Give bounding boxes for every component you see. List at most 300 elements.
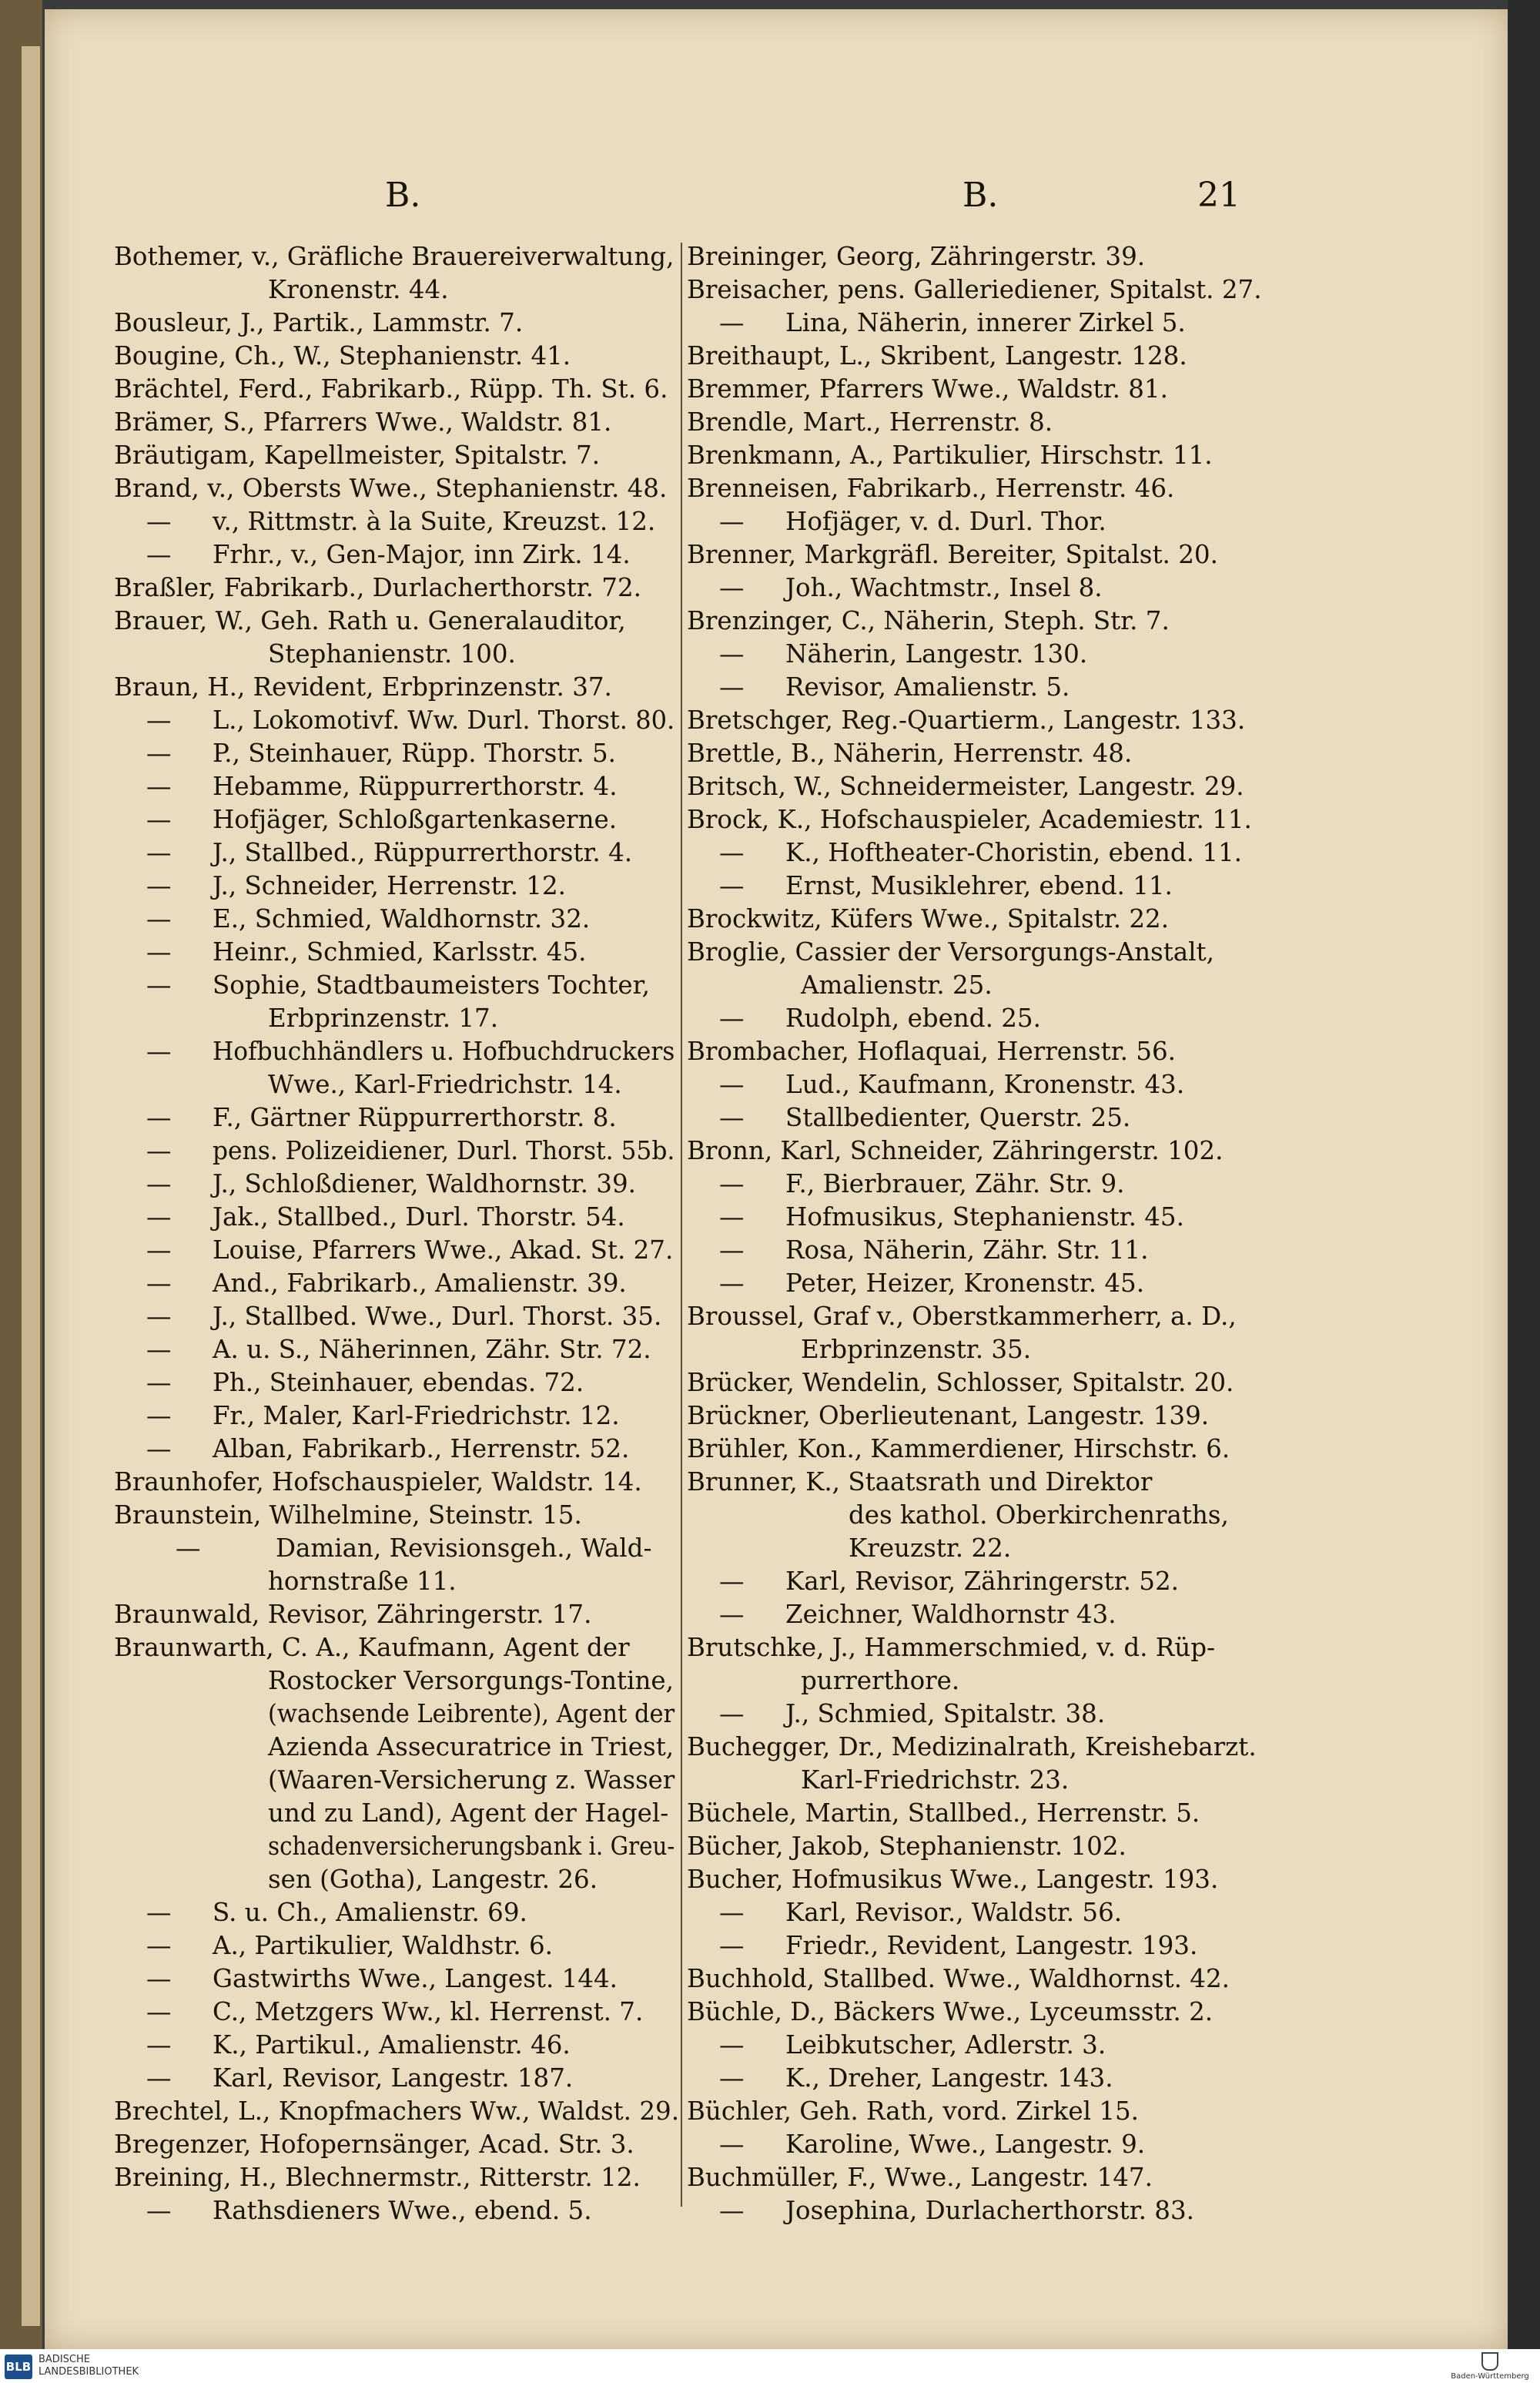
entry-line [687, 870, 1250, 903]
entry-line [114, 704, 675, 737]
entry-text: v., Rittmstr. à la Suite, Kreuzst. 12. [213, 507, 656, 536]
ditto-dash: — [146, 2196, 172, 2225]
running-head-left: B. [385, 176, 421, 215]
ditto-dash: — [719, 2196, 745, 2225]
ditto-dash: — [146, 739, 172, 768]
entry-text: Braunhofer, Hofschauspieler, Waldstr. 14. [114, 1467, 642, 1496]
entry-text: Broussel, Graf v., Oberstkammerherr, a. D., [687, 1302, 1237, 1331]
entry-text: Zeichner, Waldhornstr 43. [785, 1600, 1116, 1629]
entry-line [114, 1267, 675, 1300]
entry-text: Buchhold, Stallbed. Wwe., Waldhornst. 42. [687, 1964, 1230, 1993]
ditto-dash: — [146, 1269, 172, 1298]
entry-line [687, 1532, 1250, 1565]
ditto-dash: — [719, 308, 745, 337]
entry-line [114, 1002, 675, 1035]
entry-line [687, 1962, 1250, 1996]
entry-line [114, 770, 675, 803]
entry-line [114, 571, 675, 605]
entry-text: Büchele, Martin, Stallbed., Herrenstr. 5. [687, 1798, 1200, 1828]
entry-line [114, 1499, 675, 1532]
entry-text: C., Metzgers Ww., kl. Herrenst. 7. [213, 1997, 644, 2026]
entry-text: Friedr., Revident, Langestr. 193. [785, 1931, 1198, 1960]
entry-text: Brächtel, Ferd., Fabrikarb., Rüpp. Th. St. 6. [114, 374, 668, 404]
entry-text: purrerthore. [801, 1666, 960, 1695]
entry-line [687, 406, 1250, 439]
entry-line [687, 1896, 1250, 1929]
ditto-dash: — [719, 639, 745, 669]
entry-line [687, 903, 1250, 936]
column-divider [681, 243, 682, 2207]
entry-text: und zu Land), Agent der Hagel- [268, 1798, 669, 1828]
entry-line [687, 1366, 1250, 1399]
ditto-dash: — [146, 1302, 172, 1331]
library-name [38, 2354, 239, 2378]
entry-text: J., Schloßdiener, Waldhornstr. 39. [213, 1169, 636, 1198]
entry-text: Erbprinzenstr. 17. [268, 1004, 499, 1033]
binding-edge [22, 46, 40, 2326]
entry-line [687, 1929, 1250, 1962]
entry-text: J., Stallbed. Wwe., Durl. Thorst. 35. [213, 1302, 662, 1331]
entry-text: pens. Polizeidiener, Durl. Thorst. 55b. [213, 1136, 675, 1165]
entry-text: Kreuzstr. 22. [849, 1533, 1012, 1563]
entry-line [687, 439, 1250, 472]
ditto-dash: — [719, 1070, 745, 1099]
entry-line [114, 1565, 675, 1598]
entry-line [687, 273, 1262, 307]
entry-line [114, 1466, 675, 1499]
ditto-dash: — [719, 1103, 745, 1132]
entry-line [114, 1797, 675, 1830]
right-column [687, 240, 1262, 2227]
entry-text: A. u. S., Näherinnen, Zähr. Str. 72. [213, 1335, 651, 1364]
entry-text: Breisacher, pens. Galleriediener, Spitalst. 27. [687, 275, 1262, 304]
entry-line [114, 1433, 675, 1466]
ditto-dash: — [146, 1434, 172, 1463]
entry-text: hornstraße 11. [268, 1567, 457, 1596]
entry-text: Ernst, Musiklehrer, ebend. 11. [785, 871, 1173, 900]
entry-text: Büchle, D., Bäckers Wwe., Lyceumsstr. 2. [687, 1997, 1214, 2026]
entry-line [687, 373, 1250, 406]
entry-text: Brenzinger, C., Näherin, Steph. Str. 7. [687, 606, 1170, 635]
entry-line [687, 1863, 1250, 1896]
ditto-dash: — [146, 937, 172, 967]
entry-line [114, 1929, 675, 1962]
entry-line [687, 2194, 1250, 2227]
entry-text: Brühler, Kon., Kammerdiener, Hirschstr. 6. [687, 1434, 1230, 1463]
entry-line [114, 737, 675, 770]
entry-text: Breithaupt, L., Skribent, Langestr. 128. [687, 341, 1187, 370]
entry-line [114, 1962, 675, 1996]
entry-line [687, 1399, 1250, 1433]
entry-line [687, 1466, 1250, 1499]
entry-line [687, 1267, 1250, 1300]
ditto-dash: — [146, 970, 172, 1000]
entry-line [687, 1996, 1250, 2029]
entry-text: Brettle, B., Näherin, Herrenstr. 48. [687, 739, 1133, 768]
entry-text: Brenkmann, A., Partikulier, Hirschstr. 11. [687, 441, 1213, 470]
entry-text: Leibkutscher, Adlerstr. 3. [785, 2030, 1106, 2060]
entry-line [687, 2128, 1250, 2161]
entry-text: schadenversicherungsbank i. Greu- [268, 1832, 675, 1861]
entry-text: Bousleur, J., Partik., Lammstr. 7. [114, 308, 524, 337]
state-mark [1448, 2352, 1532, 2381]
ditto-dash: — [146, 507, 172, 536]
state-mark-text: Baden-Württemberg [1451, 2372, 1529, 2381]
entry-line [114, 671, 675, 704]
entry-line [687, 472, 1250, 505]
entry-text: Britsch, W., Schneidermeister, Langestr. 29. [687, 772, 1244, 801]
entry-text: Breininger, Georg, Zähringerstr. 39. [687, 242, 1146, 271]
ditto-dash: — [719, 838, 745, 867]
entry-line [114, 1631, 675, 1664]
entry-line [114, 1996, 675, 2029]
entry-text: Braßler, Fabrikarb., Durlacherthorstr. 72. [114, 573, 641, 602]
blb-logo-icon: BLB [5, 2355, 32, 2379]
entry-line [687, 836, 1250, 870]
entry-text: (Waaren-Versicherung z. Wasser [268, 1765, 675, 1795]
entry-text: Fr., Maler, Karl-Friedrichstr. 12. [213, 1401, 620, 1430]
ditto-dash: — [146, 904, 172, 933]
ditto-dash: — [719, 1931, 745, 1960]
entry-text: Braunwald, Revisor, Zähringerstr. 17. [114, 1600, 592, 1629]
entry-line [114, 1731, 675, 1764]
ditto-dash: — [719, 1269, 745, 1298]
ditto-dash: — [719, 1699, 745, 1728]
entry-text: (wachsende Leibrente), Agent der [268, 1699, 675, 1728]
entry-text: Bougine, Ch., W., Stephanienstr. 41. [114, 341, 571, 370]
entry-text: Hofbuchhändlers u. Hofbuchdruckers [213, 1037, 675, 1066]
entry-line [114, 2029, 675, 2062]
ditto-dash: — [146, 1964, 172, 1993]
entry-line [114, 2161, 675, 2194]
entry-line [687, 638, 1250, 671]
ditto-dash: — [146, 1997, 172, 2026]
ditto-dash: — [146, 1898, 172, 1927]
ditto-dash: — [719, 1567, 745, 1596]
ditto-dash: — [146, 1401, 172, 1430]
entry-line [687, 240, 1250, 273]
entry-text: L., Lokomotivf. Ww. Durl. Thorst. 80. [213, 706, 675, 735]
entry-line [687, 704, 1250, 737]
entry-text: Brockwitz, Küfers Wwe., Spitalstr. 22. [687, 904, 1170, 933]
running-head-right: B. [962, 176, 999, 215]
entry-line [687, 1764, 1250, 1797]
entry-text: Rosa, Näherin, Zähr. Str. 11. [785, 1235, 1149, 1265]
entry-text: S. u. Ch., Amalienstr. 69. [213, 1898, 527, 1927]
entry-text: Karl, Revisor, Langestr. 187. [213, 2063, 574, 2093]
ditto-dash: — [146, 1169, 172, 1198]
entry-text: Brenneisen, Fabrikarb., Herrenstr. 46. [687, 474, 1175, 503]
entry-text: Büchler, Geh. Rath, vord. Zirkel 15. [687, 2096, 1140, 2126]
entry-line [687, 571, 1250, 605]
entry-text: Peter, Heizer, Kronenstr. 45. [785, 1269, 1145, 1298]
entry-text: Heinr., Schmied, Karlsstr. 45. [213, 937, 587, 967]
entry-text: Karoline, Wwe., Langestr. 9. [785, 2130, 1146, 2159]
entry-text: Braunstein, Wilhelmine, Steinstr. 15. [114, 1500, 582, 1530]
entry-line [114, 870, 675, 903]
entry-text: Brendle, Mart., Herrenstr. 8. [687, 407, 1053, 437]
ditto-dash: — [146, 1037, 172, 1066]
entry-line [687, 1830, 1250, 1863]
entry-text: Joh., Wachtmstr., Insel 8. [785, 573, 1103, 602]
entry-line [687, 2161, 1250, 2194]
entry-line [114, 406, 675, 439]
entry-line [687, 2029, 1250, 2062]
ditto-dash: — [146, 706, 172, 735]
entry-line [114, 1068, 675, 1101]
entry-text: Brücker, Wendelin, Schlosser, Spitalstr. 20. [687, 1368, 1234, 1397]
ditto-dash: — [719, 871, 745, 900]
ditto-dash: — [719, 1235, 745, 1265]
entry-line [114, 2194, 675, 2227]
entry-line [114, 903, 675, 936]
entry-line [114, 1135, 675, 1168]
entry-line [114, 803, 675, 836]
ditto-dash: — [719, 2063, 745, 2093]
entry-text: Braunwarth, C. A., Kaufmann, Agent der [114, 1633, 630, 1662]
entry-line [687, 969, 1250, 1002]
entry-text: Karl, Revisor, Zähringerstr. 52. [785, 1567, 1179, 1596]
page-number: 21 [1197, 176, 1240, 215]
ditto-dash: — [719, 2130, 745, 2159]
entry-line [687, 803, 1250, 836]
entry-text: Hofjäger, v. d. Durl. Thor. [785, 507, 1106, 536]
ditto-dash: — [146, 540, 172, 569]
entry-line [687, 1664, 1250, 1698]
entry-line [687, 1234, 1250, 1267]
scan-background [1508, 0, 1540, 2383]
ditto-dash: — [719, 573, 745, 602]
entry-text: Lina, Näherin, innerer Zirkel 5. [785, 308, 1186, 337]
entry-line [114, 538, 675, 571]
ditto-dash: — [146, 1931, 172, 1960]
entry-line [687, 936, 1250, 969]
entry-text: Brechtel, L., Knopfmachers Ww., Waldst. 29. [114, 2096, 680, 2126]
entry-text: Brand, v., Obersts Wwe., Stephanienstr. 48. [114, 474, 668, 503]
entry-text: Sophie, Stadtbaumeisters Tochter, [213, 970, 650, 1000]
entry-text: Bregenzer, Hofopernsänger, Acad. Str. 3. [114, 2130, 634, 2159]
entry-text: Azienda Assecuratrice in Triest, [268, 1732, 675, 1761]
entry-text: Näherin, Langestr. 130. [785, 639, 1088, 669]
ditto-dash: — [719, 1169, 745, 1198]
entry-text: K., Dreher, Langestr. 143. [785, 2063, 1113, 2093]
ditto-dash: — [146, 838, 172, 867]
entry-line [687, 1433, 1250, 1466]
entry-text: Amalienstr. 25. [801, 970, 993, 1000]
entry-text: Hebamme, Rüppurrerthorstr. 4. [213, 772, 618, 801]
entry-line [114, 472, 675, 505]
entry-line [687, 1698, 1250, 1731]
entry-text: Rudolph, ebend. 25. [785, 1004, 1041, 1033]
entry-text: Erbprinzenstr. 35. [801, 1335, 1032, 1364]
ditto-dash: — [719, 672, 745, 702]
entry-line [114, 1168, 675, 1201]
entry-line [687, 1201, 1250, 1234]
entry-line [687, 605, 1250, 638]
entry-line [687, 1101, 1250, 1135]
entry-line [114, 1896, 675, 1929]
entry-line [687, 1499, 1250, 1532]
entry-text: sen (Gotha), Langestr. 26. [268, 1865, 598, 1894]
entry-text: Rathsdieners Wwe., ebend. 5. [213, 2196, 592, 2225]
entry-text: Brombacher, Hoflaquai, Herrenstr. 56. [687, 1037, 1176, 1066]
ditto-dash: — [146, 1202, 172, 1232]
entry-line [114, 1300, 675, 1333]
entry-line [114, 638, 675, 671]
entry-line [114, 2062, 675, 2095]
entry-line [687, 1731, 1257, 1764]
entry-line [687, 1002, 1250, 1035]
entry-line [114, 1764, 675, 1797]
entry-line [114, 240, 675, 273]
entry-line [114, 1035, 675, 1068]
entry-line [114, 373, 675, 406]
entry-text: Rostocker Versorgungs-Tontine, [268, 1666, 674, 1695]
entry-text: Bräutigam, Kapellmeister, Spitalstr. 7. [114, 441, 601, 470]
ditto-dash: — [176, 1533, 201, 1563]
entry-line [687, 1135, 1250, 1168]
entry-line [114, 505, 675, 538]
ditto-dash: — [146, 1103, 172, 1132]
entry-text: Ph., Steinhauer, ebendas. 72. [213, 1368, 584, 1397]
ditto-dash: — [719, 1600, 745, 1629]
entry-text: J., Schmied, Spitalstr. 38. [785, 1699, 1106, 1728]
ditto-dash: — [719, 1004, 745, 1033]
entry-text: Broglie, Cassier der Versorgungs-Anstalt, [687, 937, 1214, 967]
entry-text: Bretschger, Reg.-Quartierm., Langestr. 133. [687, 706, 1246, 735]
entry-line [687, 770, 1250, 803]
entry-line [687, 1565, 1250, 1598]
entry-text: Breining, H., Blechnermstr., Ritterstr. 12. [114, 2163, 641, 2192]
ditto-dash: — [146, 772, 172, 801]
ditto-dash: — [719, 1202, 745, 1232]
ditto-dash: — [719, 2030, 745, 2060]
entry-text: Hofmusikus, Stephanienstr. 45. [785, 1202, 1184, 1232]
entry-text: Louise, Pfarrers Wwe., Akad. St. 27. [213, 1235, 674, 1265]
ditto-dash: — [719, 1898, 745, 1927]
entry-line [114, 1101, 675, 1135]
entry-text: E., Schmied, Waldhornstr. 32. [213, 904, 591, 933]
entry-text: Revisor, Amalienstr. 5. [785, 672, 1070, 702]
entry-text: Brämer, S., Pfarrers Wwe., Waldstr. 81. [114, 407, 612, 437]
entry-line [114, 1234, 675, 1267]
entry-line [114, 1333, 675, 1366]
entry-text: Alban, Fabrikarb., Herrenstr. 52. [213, 1434, 630, 1463]
entry-line [114, 969, 675, 1002]
entry-text: F., Gärtner Rüppurrerthorstr. 8. [213, 1103, 617, 1132]
entry-line [114, 1598, 675, 1631]
entry-line [687, 1333, 1250, 1366]
entry-text: Brutschke, J., Hammerschmied, v. d. Rüp- [687, 1633, 1215, 1662]
ditto-dash: — [146, 2063, 172, 2093]
entry-text: Jak., Stallbed., Durl. Thorstr. 54. [213, 1202, 625, 1232]
entry-text: Brauer, W., Geh. Rath u. Generalauditor, [114, 606, 626, 635]
entry-text: F., Bierbrauer, Zähr. Str. 9. [785, 1169, 1125, 1198]
entry-line [114, 1698, 675, 1731]
entry-text: Hofjäger, Schloßgartenkaserne. [213, 805, 618, 834]
ditto-dash: — [146, 1235, 172, 1265]
entry-text: Bronn, Karl, Schneider, Zähringerstr. 102. [687, 1136, 1224, 1165]
entry-text: Brunner, K., Staatsrath und Direktor [687, 1467, 1153, 1496]
entry-text: Stephanienstr. 100. [268, 639, 516, 669]
ditto-dash: — [146, 2030, 172, 2060]
entry-line [114, 605, 675, 638]
entry-text: K., Partikul., Amalienstr. 46. [213, 2030, 571, 2060]
entry-line [687, 307, 1250, 340]
entry-line [114, 1863, 675, 1896]
entry-text: Buchegger, Dr., Medizinalrath, Kreishebarzt. [687, 1732, 1257, 1761]
entry-text: Bucher, Hofmusikus Wwe., Langestr. 193. [687, 1865, 1219, 1894]
entry-line [687, 538, 1250, 571]
entry-text: Gastwirths Wwe., Langest. 144. [213, 1964, 618, 1993]
entry-text: Brock, K., Hofschauspieler, Academiestr. 11. [687, 805, 1252, 834]
entry-text: A., Partikulier, Waldhstr. 6. [213, 1931, 553, 1960]
entry-line [687, 2062, 1250, 2095]
ditto-dash: — [146, 1368, 172, 1397]
entry-text: Buchmüller, F., Wwe., Langestr. 147. [687, 2163, 1153, 2192]
entry-line [687, 1068, 1250, 1101]
entry-line [687, 1631, 1250, 1664]
entry-text: J., Stallbed., Rüppurrerthorstr. 4. [213, 838, 633, 867]
ditto-dash: — [146, 805, 172, 834]
entry-text: Braun, H., Revident, Erbprinzenstr. 37. [114, 672, 612, 702]
ditto-dash: — [146, 1136, 172, 1165]
entry-line [687, 505, 1250, 538]
entry-line [114, 1830, 675, 1863]
entry-text: Damian, Revisionsgeh., Wald- [276, 1533, 652, 1563]
crest-icon [1481, 2352, 1498, 2371]
entry-line [687, 737, 1250, 770]
entry-text: Bücher, Jakob, Stephanienstr. 102. [687, 1832, 1127, 1861]
entry-line [687, 1168, 1250, 1201]
entry-text: Brenner, Markgräfl. Bereiter, Spitalst. 20. [687, 540, 1218, 569]
entry-text: des kathol. Oberkirchenraths, [849, 1500, 1229, 1530]
entry-line [114, 273, 675, 307]
entry-text: Stallbedienter, Querstr. 25. [785, 1103, 1131, 1132]
entry-line [114, 1664, 675, 1698]
entry-text: Josephina, Durlacherthorstr. 83. [785, 2196, 1194, 2225]
entry-text: Bremmer, Pfarrers Wwe., Waldstr. 81. [687, 374, 1168, 404]
entry-line [114, 936, 675, 969]
entry-line [687, 671, 1250, 704]
entry-line [114, 2128, 675, 2161]
entry-line [114, 2095, 680, 2128]
entry-text: Kronenstr. 44. [268, 275, 449, 304]
entry-text: Bothemer, v., Gräfliche Brauereiverwaltung, [114, 242, 675, 271]
entry-line [687, 1300, 1250, 1333]
entry-line [114, 1366, 675, 1399]
entry-line [114, 439, 675, 472]
entry-text: K., Hoftheater-Choristin, ebend. 11. [785, 838, 1242, 867]
entry-text: Brückner, Oberlieutenant, Langestr. 139. [687, 1401, 1210, 1430]
entry-line [687, 2095, 1250, 2128]
entry-line [114, 1399, 675, 1433]
entry-line [114, 1532, 675, 1565]
entry-text: Lud., Kaufmann, Kronenstr. 43. [785, 1070, 1185, 1099]
entry-text: J., Schneider, Herrenstr. 12. [213, 871, 566, 900]
entry-text: Frhr., v., Gen-Major, inn Zirk. 14. [213, 540, 631, 569]
entry-line [114, 1201, 675, 1234]
entry-line [114, 836, 675, 870]
entry-text: Wwe., Karl-Friedrichstr. 14. [268, 1070, 622, 1099]
library-name-line2: LANDESBIBLIOTHEK [38, 2366, 139, 2378]
entry-text: P., Steinhauer, Rüpp. Thorstr. 5. [213, 739, 617, 768]
entry-text: Karl-Friedrichstr. 23. [801, 1765, 1070, 1795]
entry-line [687, 1598, 1250, 1631]
entry-line [687, 1797, 1250, 1830]
entry-line [687, 340, 1250, 373]
library-name-line1: BADISCHE [38, 2354, 90, 2365]
